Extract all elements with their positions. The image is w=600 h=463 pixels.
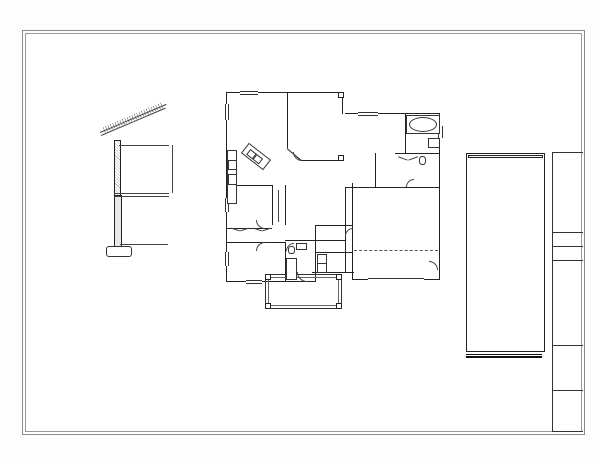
ws-foundation-wall	[114, 195, 122, 249]
bath-vanity	[296, 243, 307, 250]
porch-post	[336, 274, 342, 280]
porch-post	[336, 303, 342, 309]
garage-door-header-dashed	[354, 250, 438, 251]
wall-living-right	[345, 187, 346, 272]
ws-floor-line2	[114, 196, 169, 197]
area-table	[466, 353, 542, 365]
titleblock-sep	[552, 345, 583, 346]
titleblock-sep	[552, 431, 583, 432]
garage-door-opening	[368, 278, 424, 282]
titleblock-sep	[552, 390, 583, 391]
bath-tub	[286, 258, 297, 280]
titleblock-sep	[552, 232, 583, 233]
porch-post	[338, 92, 344, 98]
ws-ceiling-line	[119, 145, 169, 146]
wall-wic	[375, 153, 376, 187]
stairs-arrow	[278, 190, 279, 222]
window-dining-top	[240, 91, 258, 95]
ws-grade-line	[120, 244, 168, 245]
ws-footing	[106, 246, 132, 257]
porch-post	[338, 155, 344, 161]
spec-body	[467, 160, 544, 162]
window-bed1-left	[225, 252, 229, 266]
mbath-toilet	[419, 156, 426, 165]
wall-porch-bottom	[300, 160, 342, 161]
window-mbed-top	[358, 112, 378, 116]
wall-mud-lndry	[315, 252, 352, 253]
ws-floor-line	[114, 193, 169, 194]
ws-dim-line	[172, 145, 173, 193]
wall-mblock-bottom	[345, 187, 440, 188]
wall-mud-top	[315, 225, 352, 226]
bath-toilet	[288, 246, 295, 254]
wall-stairs-right	[285, 185, 286, 225]
first-floor-plan-titleblock	[467, 137, 469, 142]
wall-hall-right	[315, 225, 316, 272]
porch-post	[265, 303, 271, 309]
wall-stairs-left	[272, 185, 273, 225]
area-row-garage	[466, 363, 542, 364]
window-dining-left	[225, 104, 229, 120]
wall-living-bottom	[285, 240, 345, 241]
kitchen-island-sink2	[253, 154, 264, 164]
titleblock-sep	[552, 260, 583, 261]
spec-box	[466, 153, 545, 352]
wall-mcloset	[395, 153, 440, 154]
spec-header	[468, 155, 543, 158]
first-floor-plan-scale	[467, 138, 469, 142]
porch-post	[265, 274, 271, 280]
kitchen-fridge	[228, 174, 237, 185]
titleblock-sep	[552, 152, 583, 153]
ws-stud-wall	[114, 140, 121, 197]
area-row-total	[466, 355, 542, 358]
laundry-dryer	[317, 263, 327, 273]
window-bed1-bottom	[246, 280, 262, 284]
mbath-tub	[409, 117, 437, 132]
kitchen-range	[228, 160, 237, 170]
wall-closet-band-bot	[226, 242, 285, 243]
titleblock-sep	[552, 246, 583, 247]
wall-porch-left	[287, 92, 288, 148]
mbath-vanity	[428, 138, 440, 148]
